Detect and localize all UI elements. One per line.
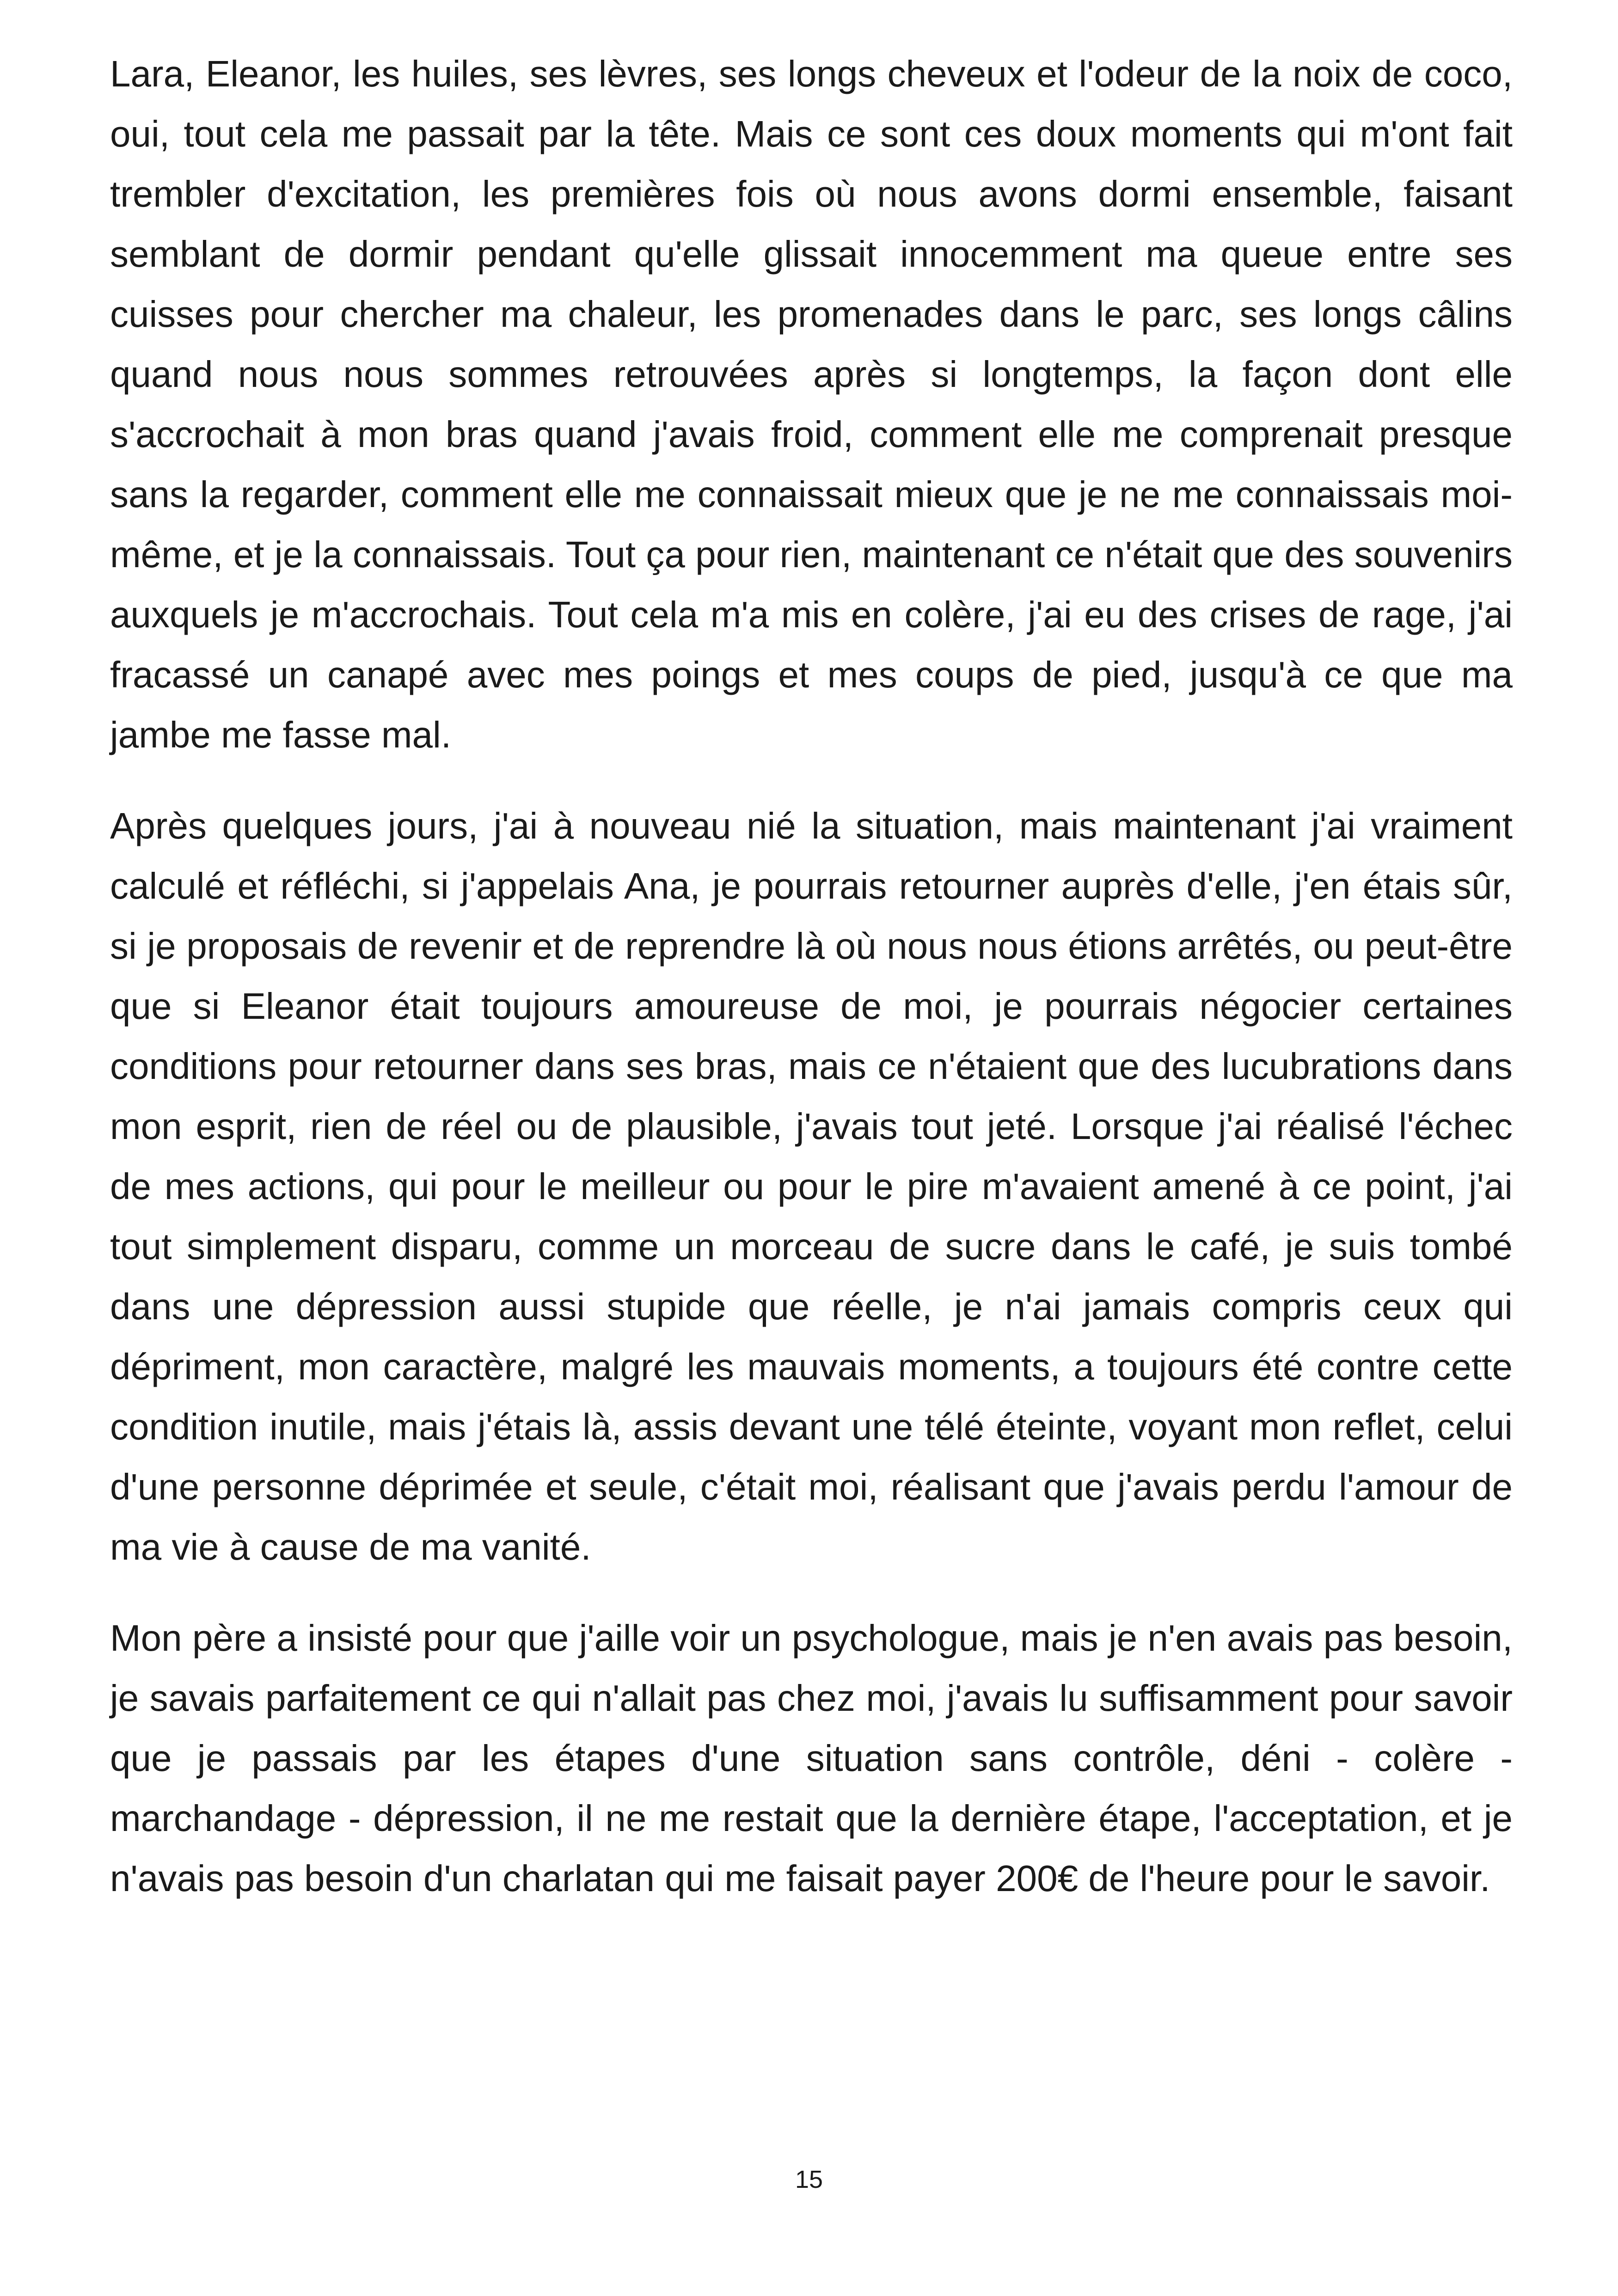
page-number: 15 bbox=[795, 2166, 823, 2193]
paragraph-3: Mon père a insisté pour que j'aille voir un psychologue, mais je n'en avais pas besoin, je savais parfaitement ce qui n'allait pas chez moi, j'avais lu suffisamment pour savoir que je passais par les étapes d'une situation sans contrôle, déni - colère - marchandage - dépression, il ne me restait que la dernière étape, l'acceptation, et je n'avais pas besoin d'un charlatan qui me faisait payer 200€ de l'heure pour le savoir. bbox=[110, 1617, 1513, 1899]
paragraph-2: Après quelques jours, j'ai à nouveau nié la situation, mais maintenant j'ai vraiment calculé et réfléchi, si j'appelais Ana, je pourrais retourner auprès d'elle, j'en étais sûr, si je proposais de revenir et de reprendre là où nous nous étions arrêtés, ou peut-être que si Eleanor était toujours amoureuse de moi, je pourrais négocier certaines conditions pour retourner dans ses bras, mais ce n'étaient que des lucubrations dans mon esprit, rien de réel ou de plausible, j'avais tout jeté. Lorsque j'ai réalisé l'échec de mes actions, qui pour le meilleur ou pour le pire m'avaient amené à ce point, j'ai tout simplement disparu, comme un morceau de sucre dans le café, je suis tombé dans une dépression aussi stupide que réelle, je n'ai jamais compris ceux qui dépriment, mon caractère, malgré les mauvais moments, a toujours été contre cette condition inutile, mais j'étais là, assis devant une télé éteinte, voyant mon reflet, celui d'une personne déprimée et seule, c'était moi, réalisant que j'avais perdu l'amour de ma vie à cause de ma vanité. bbox=[110, 805, 1513, 1567]
body-text bbox=[110, 44, 1513, 1940]
paragraph-1: Lara, Eleanor, les huiles, ses lèvres, ses longs cheveux et l'odeur de la noix de coco, oui, tout cela me passait par la tête. Mais ce sont ces doux moments qui m'ont fait trembler d'excitation, les premières fois où nous avons dormi ensemble, faisant semblant de dormir pendant qu'elle glissait innocemment ma queue entre ses cuisses pour chercher ma chaleur, les promenades dans le parc, ses longs câlins quand nous nous sommes retrouvées après si longtemps, la façon dont elle s'accrochait à mon bras quand j'avais froid, comment elle me comprenait presque sans la regarder, comment elle me connaissait mieux que je ne me connaissais moi-même, et je la connaissais. Tout ça pour rien, maintenant ce n'était que des souvenirs auxquels je m'accrochais. Tout cela m'a mis en colère, j'ai eu des crises de rage, j'ai fracassé un canapé avec mes poings et mes coups de pied, jusqu'à ce que ma jambe me fasse mal. bbox=[110, 53, 1513, 755]
